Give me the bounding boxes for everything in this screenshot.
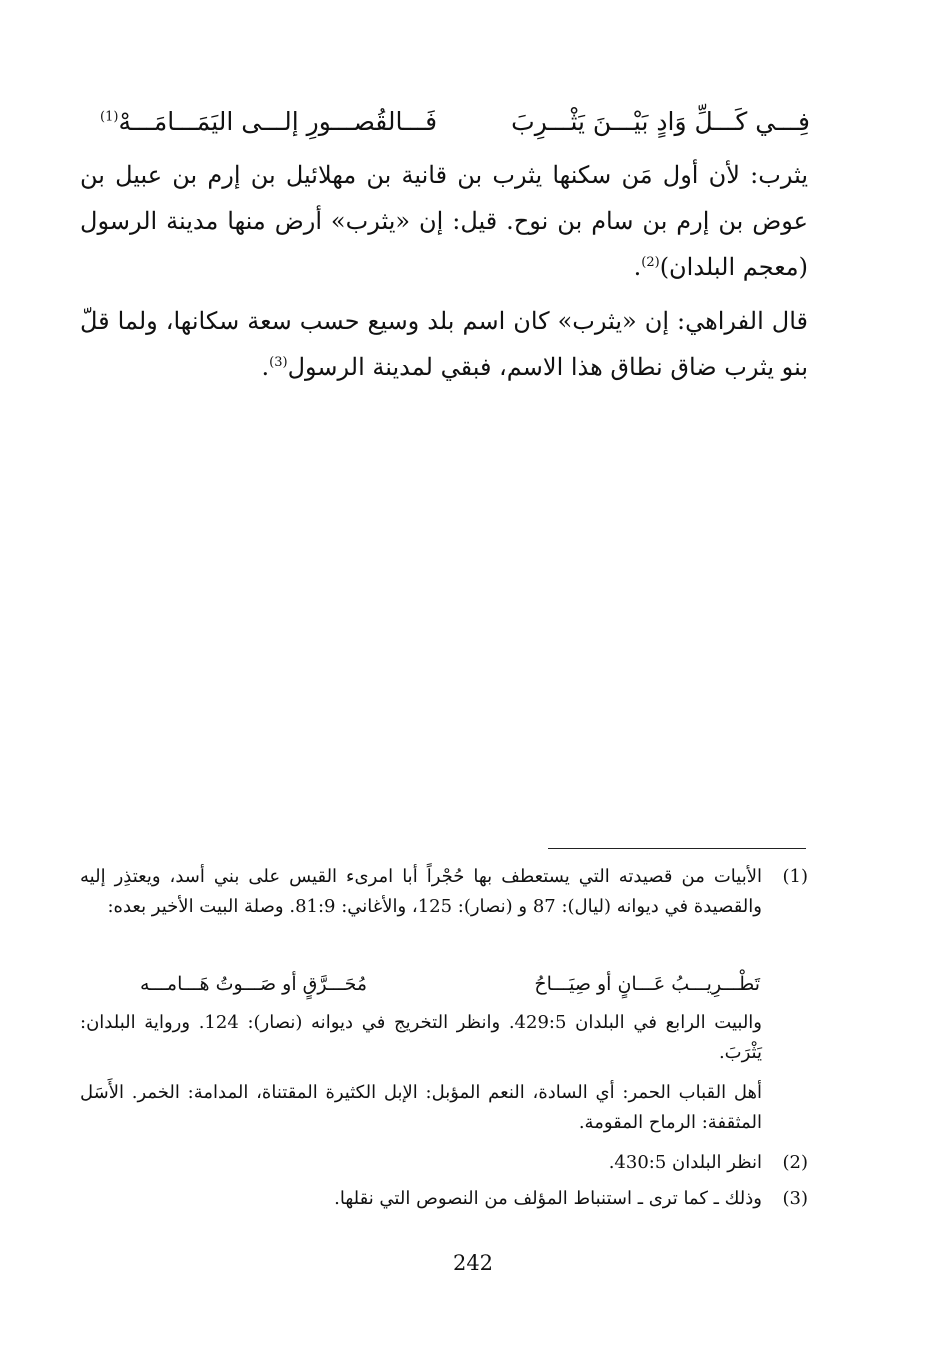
page-number: 242 [452,1251,494,1275]
footnote-ref-2: (2) [641,255,660,270]
footnote-2-text: انظر البلدان 430:5. [608,1152,762,1173]
verse-second-hemistich [100,100,437,144]
paragraph-yathrib-origin [80,152,808,290]
footnote-ref-3: (3) [269,355,288,370]
footnote-verse-first-hemistich: تَطْـــرِيـــبُ عَـــانٍ أو صِيَـــاحُ [534,973,760,995]
poetry-verse [80,100,810,144]
footnote-2 [80,1148,808,1178]
paragraph-1-text: يثرب: لأن أول مَن سكنها يثرب بن قانية بن مهلائيل بن إرم بن عبيل بن عوض بن إرم بن سام بن نوح. قيل: إن «يثرب» أرض منها مدينة الرسول (معجم البلدان) [80,161,808,281]
paragraph-2-text: قال الفراهي: إن «يثرب» كان اسم بلد وسيع حسب سعة سكانها، ولما قلّ بنو يثرب ضاق نطاق هذا الاسم، فبقي لمدينة الرسول [80,307,808,381]
verse-second-hemistich-text: فَـــالقُصـــورِ إلـــى اليَمَـــامَـــهْ [118,107,438,136]
footnote-2-number: (2) [782,1152,808,1173]
footnote-separator [548,848,806,849]
footnote-ref-1: (1) [100,109,119,125]
footnote-3-text: وذلك ـ كما ترى ـ استنباط المؤلف من النصوص التي نقلها. [334,1188,762,1209]
verse-first-hemistich: فِـــي كَـــلِّ وَادٍ بَيْـــنَ يَثْـــرِبَ [511,107,810,136]
footnote-1-text: الأبيات من قصيدته التي يستعطف بها حُجْراً أبا امرىء القيس على بني أسد، ويعتذِر إليه والقصيدة في ديوانه (ليال): 87 و (نصار): 125، والأغاني: 81:9. وصلة البيت الأخير بعده: [80,866,762,917]
footnote-1-text-c: أهل القباب الحمر: أي السادة، النعم المؤبل: الإبل الكثيرة المقتناة، المدامة: الخمر. الأَسَل المثقفة: الرماح المقومة. [80,1082,762,1133]
footnote-1-verse [140,968,760,1000]
footnote-1-glossary [80,1078,808,1138]
paragraph-farahi-note [80,298,808,390]
footnote-3 [80,1184,808,1214]
footnote-verse-second-hemistich: مُحَـــرَّقٍ أو صَـــوتُ هَـــامـــه [140,973,368,995]
footnote-1-number: (1) [782,866,808,887]
paragraph-1-end: . [633,253,642,281]
footnote-1-continuation [80,1008,808,1068]
paragraph-2-end: . [261,353,270,381]
footnote-1-text-b: والبيت الرابع في البلدان 429:5. وانظر التخريج في ديوانه (نصار): 124. ورواية البلدان: يَثْرَبَ. [80,1012,762,1063]
footnote-3-number: (3) [782,1188,808,1209]
footnote-1 [80,862,808,922]
